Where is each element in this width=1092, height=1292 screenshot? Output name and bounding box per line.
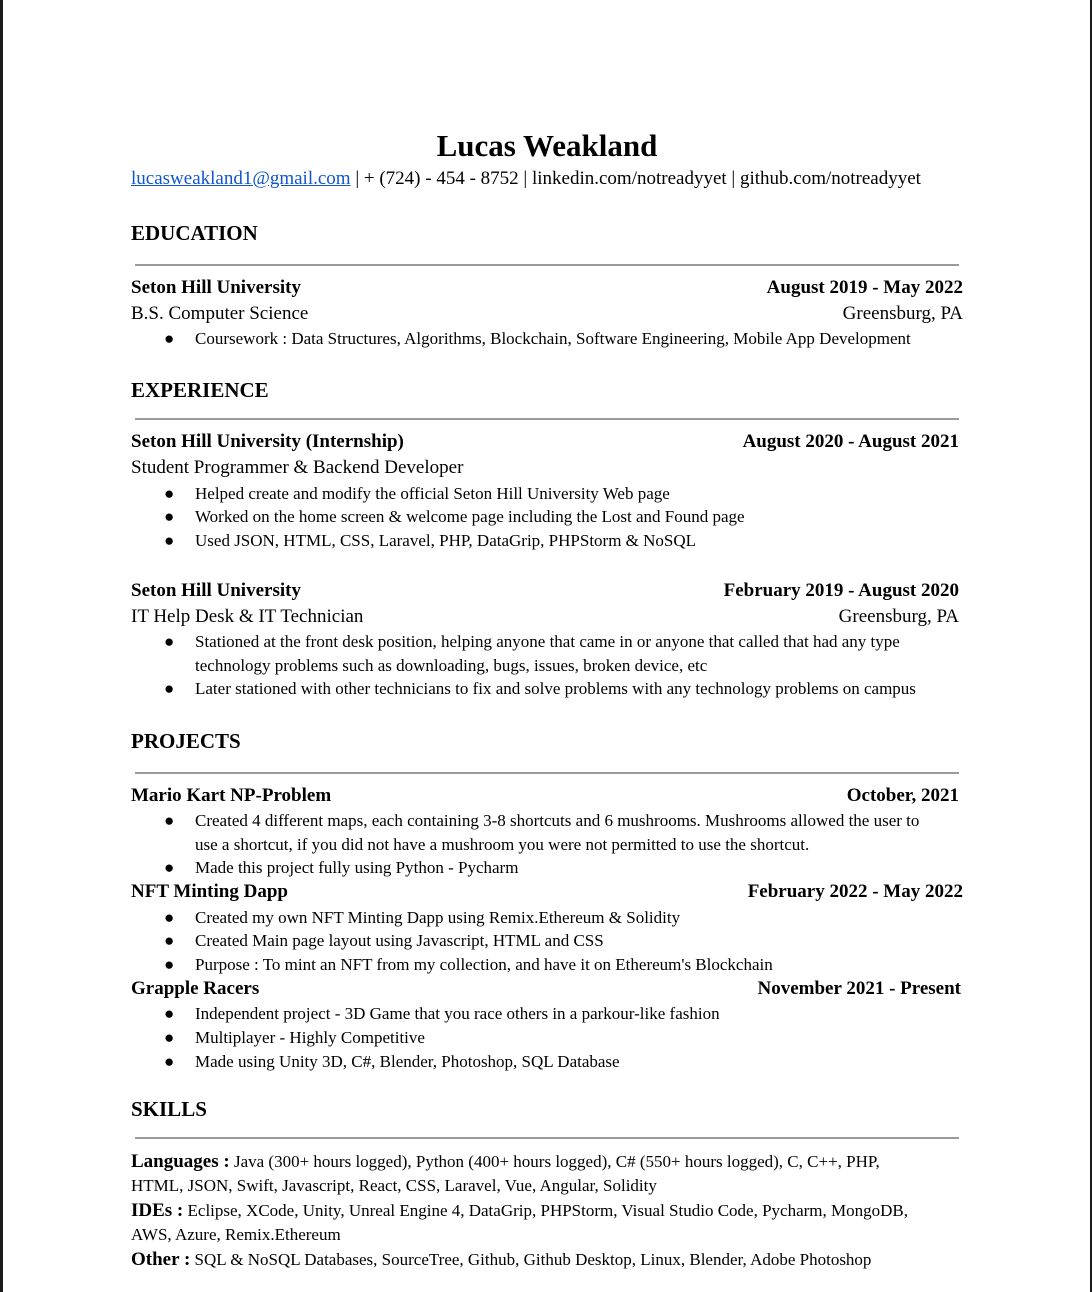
- job-org: Seton Hill University (Internship): [131, 431, 404, 452]
- section-divider: [135, 418, 959, 420]
- job-role: IT Help Desk & IT Technician: [131, 606, 364, 627]
- resume-name: Lucas Weakland: [436, 128, 658, 163]
- bullet-icon: ●: [164, 329, 175, 348]
- bullet-icon: ●: [164, 858, 175, 877]
- bullet-icon: ●: [164, 1052, 175, 1071]
- window-edge-left: [0, 0, 3, 1292]
- bullet-icon: ●: [164, 679, 175, 698]
- bullet-icon: ●: [164, 931, 175, 950]
- job-location: Greensburg, PA: [838, 606, 959, 627]
- section-skills-heading: SKILLS: [131, 1097, 207, 1121]
- project-date: October, 2021: [846, 785, 959, 806]
- education-location: Greensburg, PA: [842, 303, 963, 324]
- job-role: Student Programmer & Backend Developer: [131, 457, 464, 478]
- education-degree: B.S. Computer Science: [131, 303, 309, 324]
- project-title: NFT Minting Dapp: [131, 881, 288, 902]
- section-education-heading: EDUCATION: [131, 221, 258, 245]
- bullet-icon: ●: [164, 484, 175, 503]
- bullet-icon: ●: [164, 507, 175, 526]
- contact-details: | + (724) - 454 - 8752 | linkedin.com/notreadyyet | github.com/notreadyyet: [350, 168, 921, 189]
- education-school: Seton Hill University: [131, 277, 301, 298]
- skills-languages-continuation: HTML, JSON, Swift, Javascript, React, CSS, Laravel, Vue, Angular, Solidity: [131, 1176, 657, 1195]
- bullet-icon: ●: [164, 531, 175, 550]
- job-org: Seton Hill University: [131, 580, 301, 601]
- skills-ides: IDEs : Eclipse, XCode, Unity, Unreal Engine 4, DataGrip, PHPStorm, Visual Studio Code, Pycharm, MongoDB,: [131, 1200, 908, 1221]
- job-date: August 2020 - August 2021: [742, 431, 959, 452]
- bullet-icon: ●: [164, 955, 175, 974]
- section-divider: [135, 264, 959, 266]
- bullet-icon: ●: [164, 908, 175, 927]
- section-divider: [135, 1137, 959, 1139]
- section-divider: [135, 772, 959, 774]
- skills-languages: Languages : Java (300+ hours logged), Python (400+ hours logged), C# (550+ hours logged), C, C++, PHP,: [131, 1151, 880, 1172]
- section-experience-heading: EXPERIENCE: [131, 378, 269, 402]
- bullet-icon: ●: [164, 1028, 175, 1047]
- skills-other-label: Other :: [131, 1249, 191, 1270]
- section-projects-heading: PROJECTS: [131, 729, 241, 753]
- email-link[interactable]: lucasweakland1@gmail.com: [131, 168, 351, 189]
- skills-languages-label: Languages :: [131, 1151, 230, 1172]
- skills-ides-continuation: AWS, Azure, Remix.Ethereum: [131, 1225, 341, 1244]
- project-title: Mario Kart NP-Problem: [131, 785, 332, 806]
- project-title: Grapple Racers: [131, 978, 260, 999]
- bullet-icon: ●: [164, 811, 175, 830]
- bullet-icon: ●: [164, 1004, 175, 1023]
- project-date: February 2022 - May 2022: [747, 881, 963, 902]
- skills-other: Other : SQL & NoSQL Databases, SourceTree, Github, Github Desktop, Linux, Blender, Adobe Photoshop: [131, 1249, 872, 1270]
- job-date: February 2019 - August 2020: [723, 580, 959, 601]
- bullet-icon: ●: [164, 632, 175, 651]
- education-date: August 2019 - May 2022: [766, 277, 963, 298]
- skills-ides-label: IDEs :: [131, 1200, 184, 1221]
- project-date: November 2021 - Present: [757, 978, 961, 999]
- contact-line: [131, 168, 921, 190]
